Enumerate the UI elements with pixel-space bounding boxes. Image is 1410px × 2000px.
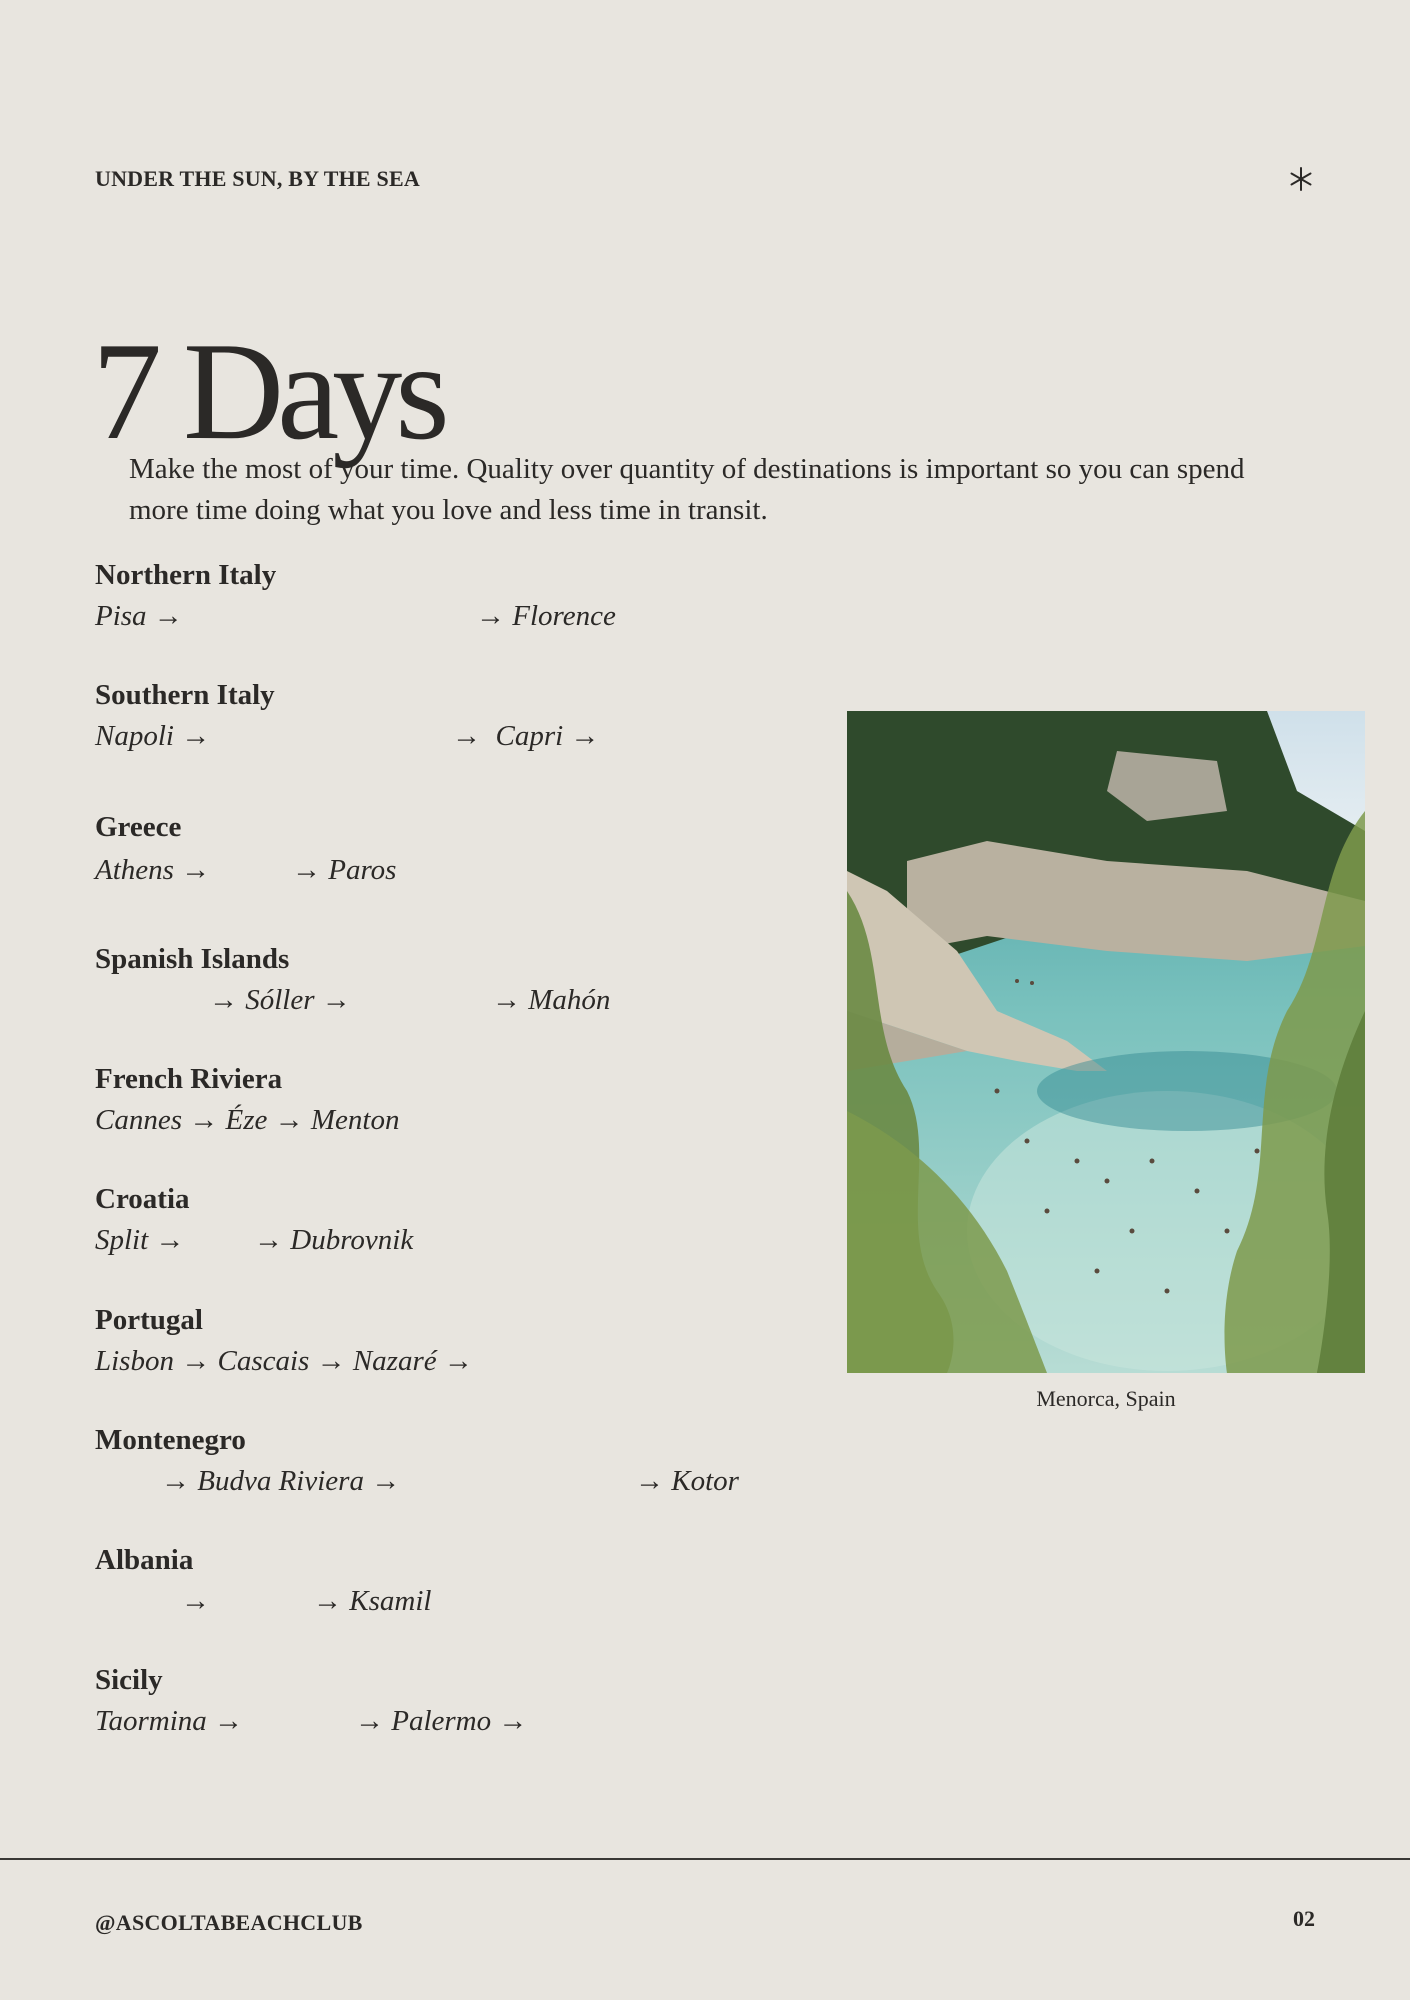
- route-segment: Napoli →: [95, 720, 211, 752]
- footer-divider: [0, 1858, 1410, 1860]
- region-greece: [95, 809, 397, 889]
- region-albania: [95, 1542, 432, 1620]
- route-line: [95, 1101, 400, 1139]
- region-name: Montenegro: [95, 1424, 246, 1456]
- route-segment: → Capri →: [452, 720, 600, 752]
- asterisk-icon: [1288, 166, 1314, 192]
- region-french-riviera: [95, 1061, 400, 1139]
- route-segment: → Kotor: [635, 1465, 739, 1497]
- route-segment: → Florence: [476, 600, 616, 632]
- route-line: [95, 597, 616, 635]
- route-segment: Split →: [95, 1224, 185, 1256]
- region-croatia: [95, 1181, 414, 1259]
- route-line: [95, 851, 397, 889]
- region-name: Albania: [95, 1544, 194, 1576]
- intro-paragraph: Make the most of your time. Quality over quantity of destinations is important so you can spend more time doing what you love and less time in transit.: [129, 453, 1245, 526]
- route-segment: → Dubrovnik: [254, 1224, 414, 1256]
- route-line: [95, 717, 600, 755]
- social-handle: @ASCOLTABEACHCLUB: [95, 1910, 363, 1935]
- route-line: [95, 981, 611, 1019]
- route-segment: → Paros: [292, 854, 397, 886]
- route-line: [95, 1342, 473, 1380]
- region-name: Northern Italy: [95, 559, 277, 591]
- route-segment: Athens →: [95, 854, 211, 886]
- route-segment: → Budva Riviera →: [161, 1465, 401, 1497]
- route-segment: Lisbon → Cascais → Nazaré →: [95, 1345, 473, 1377]
- photo-caption: Menorca, Spain: [1036, 1386, 1176, 1411]
- region-name: Sicily: [95, 1664, 163, 1696]
- region-name: Southern Italy: [95, 679, 275, 711]
- region-sicily: [95, 1662, 528, 1740]
- route-segment: → Sóller →: [209, 984, 351, 1016]
- region-name: Portugal: [95, 1304, 203, 1336]
- route-segment: → Ksamil: [313, 1585, 432, 1617]
- route-segment: Taormina →: [95, 1705, 244, 1737]
- region-name: French Riviera: [95, 1063, 283, 1095]
- region-spanish-islands: [95, 941, 611, 1019]
- route-line: [95, 1702, 528, 1740]
- route-segment: Cannes → Éze → Menton: [95, 1104, 400, 1136]
- region-northern-italy: [95, 557, 616, 635]
- page-number: 02: [1293, 1906, 1315, 1931]
- region-portugal: [95, 1302, 473, 1380]
- route-line: [95, 1582, 432, 1620]
- route-segment: → Palermo →: [355, 1705, 528, 1737]
- region-name: Spanish Islands: [95, 943, 290, 975]
- region-montenegro: [95, 1422, 739, 1500]
- region-southern-italy: [95, 677, 600, 755]
- route-line: [95, 1462, 739, 1500]
- route-line: [95, 1221, 414, 1259]
- route-segment: Pisa →: [95, 600, 183, 632]
- region-name: Croatia: [95, 1183, 190, 1215]
- cove-photo: [847, 711, 1365, 1373]
- page-title: 7 Days: [92, 313, 443, 469]
- eyebrow-heading: UNDER THE SUN, BY THE SEA: [95, 166, 420, 191]
- route-segment: → Mahón: [492, 984, 611, 1016]
- route-segment: →: [181, 1585, 210, 1617]
- region-name: Greece: [95, 811, 182, 843]
- cove-photo-illustration: [847, 711, 1365, 1373]
